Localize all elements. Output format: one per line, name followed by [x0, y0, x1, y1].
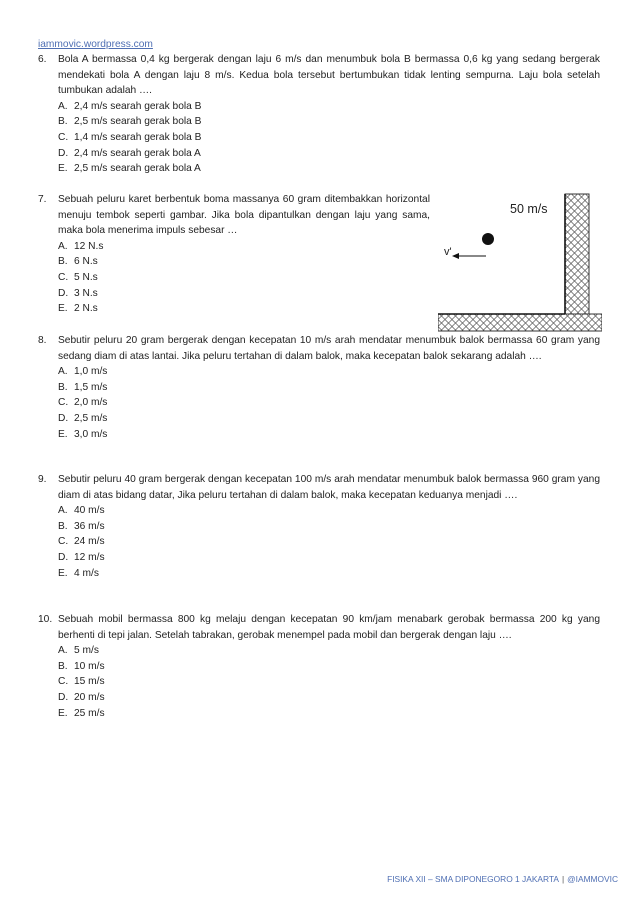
option-a — [58, 364, 600, 380]
option-letter: D. — [58, 551, 69, 563]
option-e — [58, 566, 600, 582]
floor-hatch — [438, 314, 602, 331]
option-letter: E. — [58, 567, 68, 579]
footer — [387, 872, 618, 888]
question-9 — [38, 472, 600, 581]
option-text: 5 N.s — [74, 271, 98, 283]
option-letter: E. — [58, 303, 68, 315]
option-text: 25 m/s — [74, 707, 105, 719]
wall-bounce-figure — [438, 190, 602, 336]
option-c — [58, 130, 600, 146]
question-number: 10. — [38, 614, 53, 625]
option-text: 2,5 m/s — [74, 412, 108, 424]
footer-handle: @IAMMOVIC — [567, 874, 618, 884]
question-stem: Sebuah peluru karet berbentuk boma massanya 60 gram ditembakkan horizontal menuju tembok seperti gambar. Jika bola dipantulkan dengan laju yang sama, maka bola menerima impuls sebesar … — [58, 194, 430, 237]
option-letter: D. — [58, 412, 69, 424]
question-10 — [38, 612, 600, 721]
option-letter: D. — [58, 287, 69, 299]
arrow-left-icon — [452, 253, 459, 259]
option-text: 2,5 m/s searah gerak bola A — [74, 163, 201, 175]
option-letter: A. — [58, 100, 68, 112]
option-b — [58, 659, 600, 675]
option-letter: A. — [58, 366, 68, 378]
option-letter: D. — [58, 147, 69, 159]
option-text: 24 m/s — [74, 536, 105, 548]
option-d — [58, 286, 430, 302]
option-text: 3 N.s — [74, 287, 98, 299]
option-text: 6 N.s — [74, 256, 98, 268]
question-number: 6. — [38, 54, 47, 65]
options-list — [58, 99, 600, 177]
option-b — [58, 114, 600, 130]
question-stem: Sebuah mobil bermassa 800 kg melaju dengan kecepatan 90 km/jam menabark gerobak bermassa 200 kg yang berhenti di tepi jalan. Setelah tabrakan, gerobak menempel pada mobil dan bergerak dengan laju …. — [58, 614, 600, 641]
speed-label: 50 m/s — [510, 202, 548, 216]
options-list — [58, 503, 600, 581]
option-letter: E. — [58, 428, 68, 440]
option-e — [58, 301, 430, 317]
option-e — [58, 161, 600, 177]
options-list — [58, 364, 600, 442]
option-text: 5 m/s — [74, 645, 99, 657]
options-list — [58, 239, 430, 317]
question-7 — [38, 192, 430, 317]
option-d — [58, 550, 600, 566]
question-number: 8. — [38, 335, 47, 346]
wall-hatch — [565, 194, 589, 314]
option-b — [58, 519, 600, 535]
option-d — [58, 146, 600, 162]
option-text: 2,4 m/s searah gerak bola B — [74, 100, 202, 112]
ball — [482, 233, 494, 245]
option-text: 36 m/s — [74, 520, 105, 532]
option-a — [58, 239, 430, 255]
option-text: 20 m/s — [74, 691, 105, 703]
option-letter: C. — [58, 271, 69, 283]
option-letter: C. — [58, 397, 69, 409]
option-d — [58, 411, 600, 427]
option-e — [58, 427, 600, 443]
option-text: 2,5 m/s searah gerak bola B — [74, 116, 202, 128]
footer-separator: | — [561, 874, 565, 884]
option-letter: B. — [58, 520, 68, 532]
question-8 — [38, 333, 600, 442]
option-c — [58, 674, 600, 690]
option-text: 4 m/s — [74, 567, 99, 579]
option-text: 1,5 m/s — [74, 381, 108, 393]
option-text: 1,4 m/s searah gerak bola B — [74, 131, 202, 143]
option-text: 15 m/s — [74, 676, 105, 688]
option-text: 10 m/s — [74, 660, 105, 672]
option-text: 2 N.s — [74, 303, 98, 315]
option-letter: B. — [58, 256, 68, 268]
option-letter: B. — [58, 116, 68, 128]
footer-course: FISIKA XII – SMA DIPONEGORO 1 JAKARTA — [387, 874, 559, 884]
option-c — [58, 270, 430, 286]
option-letter: E. — [58, 163, 68, 175]
option-b — [58, 254, 430, 270]
option-text: 40 m/s — [74, 505, 105, 517]
option-text: 1,0 m/s — [74, 366, 108, 378]
option-letter: A. — [58, 240, 68, 252]
option-a — [58, 643, 600, 659]
option-text: 12 N.s — [74, 240, 104, 252]
option-letter: A. — [58, 645, 68, 657]
question-6 — [38, 52, 600, 177]
option-letter: E. — [58, 707, 68, 719]
question-number: 9. — [38, 474, 47, 485]
option-letter: C. — [58, 131, 69, 143]
return-velocity-label: v' — [444, 246, 452, 258]
option-letter: A. — [58, 505, 68, 517]
option-letter: C. — [58, 676, 69, 688]
option-letter: B. — [58, 660, 68, 672]
option-a — [58, 503, 600, 519]
option-text: 2,4 m/s searah gerak bola A — [74, 147, 201, 159]
question-number: 7. — [38, 194, 47, 205]
option-d — [58, 690, 600, 706]
option-text: 2,0 m/s — [74, 397, 108, 409]
options-list — [58, 643, 600, 721]
option-letter: B. — [58, 381, 68, 393]
option-text: 3,0 m/s — [74, 428, 108, 440]
question-stem: Sebutir peluru 20 gram bergerak dengan kecepatan 10 m/s arah mendatar menumbuk balok bermassa 60 gram yang sedang diam di atas lantai. Jika peluru tertahan di dalam balok, maka kecepatan balok sekarang adalah …. — [58, 335, 600, 362]
question-stem: Bola A bermassa 0,4 kg bergerak dengan laju 6 m/s dan menumbuk bola B bermassa 0,6 kg yang sedang bergerak mendekati bola A dengan laju 8 m/s. Kedua bola tersebut bertumbukan tidak lenting sempurna. Laju bola setelah tumbukan adalah …. — [58, 54, 600, 97]
option-letter: D. — [58, 691, 69, 703]
option-e — [58, 706, 600, 722]
header-link[interactable]: iammovic.wordpress.com — [38, 39, 153, 50]
option-c — [58, 534, 600, 550]
option-c — [58, 395, 600, 411]
option-text: 12 m/s — [74, 551, 105, 563]
option-b — [58, 380, 600, 396]
option-a — [58, 99, 600, 115]
option-letter: C. — [58, 536, 69, 548]
question-stem: Sebutir peluru 40 gram bergerak dengan kecepatan 100 m/s arah mendatar menumbuk balok bermassa 960 gram yang diam di atas bidang datar, Jika peluru tertahan di dalam balok, maka kecepatan keduanya menjadi …. — [58, 474, 600, 501]
